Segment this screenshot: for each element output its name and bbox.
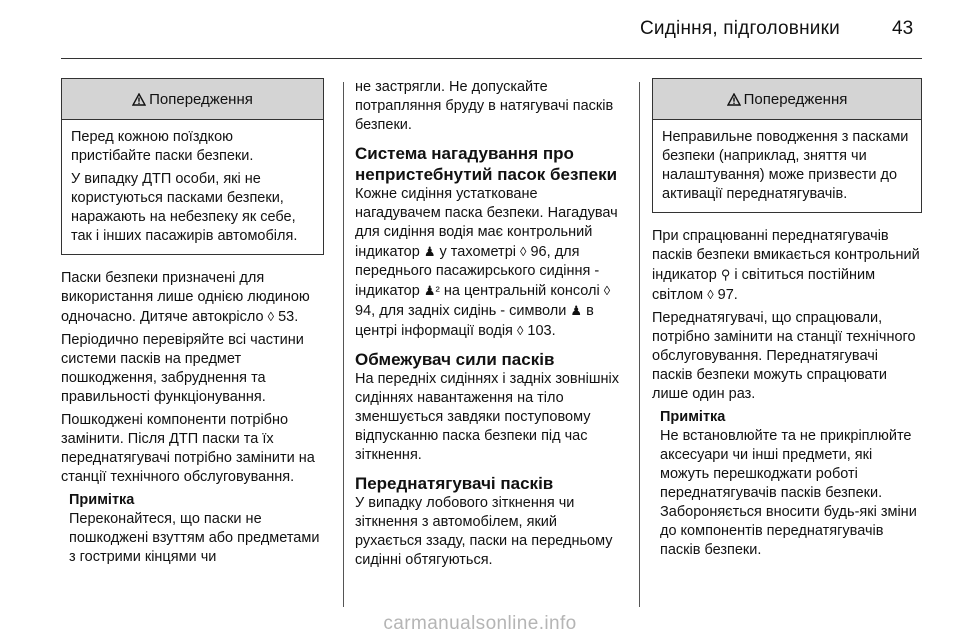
warning-text: Перед кожною поїздкою пристібайте паски безпеки. (71, 129, 254, 164)
column-3 (652, 78, 922, 560)
note (61, 491, 324, 567)
note-text: Переконайтеся, що паски не пошкоджені взуттям або предметами з гострими кінцями чи (69, 511, 320, 565)
paragraph: Паски безпеки призначені для використання лише однією людиною одночасно. Дитяче автокрісло ◊ 53. (61, 270, 310, 325)
airbag-indicator-icon: ⚲ (720, 267, 731, 282)
column-divider-1 (343, 82, 344, 607)
reference-arrow-icon: ◊ (603, 283, 611, 298)
header-rule (61, 58, 922, 59)
paragraph: При спрацюванні переднатягувачів пасків безпеки вмикається контрольний індикатор ⚲ і світиться постійним світлом ◊ 97. (652, 228, 920, 303)
paragraph: У випадку лобового зіткнення чи зіткнення з автомобілем, який рухається ззаду, паски на передньому сидінні обтягуються. (355, 495, 613, 568)
section-heading: Система нагадування про непристебнутий пасок безпеки (355, 144, 618, 184)
warning-box (652, 78, 922, 213)
section-heading: Переднатягувачі пасків (355, 474, 554, 493)
paragraph: Періодично перевіряйте всі частини системи пасків на предмет пошкодження, забруднення та правильності функціонування. (61, 332, 304, 405)
watermark-footer: carmanualsonline.info (383, 613, 577, 634)
warning-triangle-icon (727, 93, 741, 106)
warning-triangle-icon (132, 93, 146, 106)
reference-arrow-icon: ◊ (520, 244, 527, 259)
warning-title: Попередження (149, 90, 253, 108)
seatbelt-rear-symbol-icon: ♟ (570, 303, 583, 318)
paragraph: Пошкоджені компоненти потрібно замінити. Після ДТП паски та їх переднатягувачі потрібно замінити на станції технічного обслуговування. (61, 412, 315, 485)
warning-box (61, 78, 324, 255)
note-text: Не встановлюйте та не прикріплюйте аксесуари чи інші предмети, які можуть перешкоджати роботі переднатягувачів пасків безпеки. Забороняється вносити будь-які зміни до компонентів переднатягувачів пасків безпеки. (660, 428, 917, 558)
reference-arrow-icon: ◊ (707, 287, 714, 302)
reference-arrow-icon: ◊ (267, 309, 275, 324)
paragraph: не застрягли. Не допускайте потрапляння бруду в натягувачі пасків безпеки. (355, 79, 614, 133)
paragraph: На передніх сидіннях і задніх зовнішніх сидіннях навантаження на тіло зменшується завдяки поступовому відпусканню паска безпеки під час зіткнення. (355, 371, 619, 463)
paragraph: Переднатягувачі, що спрацювали, потрібно замінити на станції технічного обслуговування. Переднатягувачі пасків безпеки можуть спрацювати лише один раз. (652, 310, 916, 402)
column-2 (355, 78, 623, 574)
note-title: Примітка (660, 409, 726, 425)
page-header-title: Сидіння, підголовники (640, 18, 840, 39)
section-heading: Обмежувач сили пасків (355, 350, 555, 369)
note (652, 408, 922, 560)
note-title: Примітка (69, 492, 135, 508)
column-1 (61, 78, 324, 567)
seatbelt-passenger-indicator-icon: ♟² (423, 283, 440, 298)
page-number: 43 (892, 18, 914, 39)
warning-text: У випадку ДТП особи, які не користуються пасками безпеки, наражають на небезпеку як себе, так і інших пасажирів автомобіля. (71, 171, 298, 244)
warning-title: Попередження (743, 90, 848, 108)
warning-text: Неправильне поводження з пасками безпеки (наприклад, зняття чи налаштування) може призвести до активації переднатягувачів. (662, 129, 909, 202)
paragraph: Кожне сидіння устатковане нагадувачем паска безпеки. Нагадувач для сидіння водія має контрольний індикатор ♟ у тахометрі ◊ 96, для переднього пасажирського сидіння - індикатор ♟² на центральній консолі ◊ 94, для задніх сидінь - символи ♟ в центрі інформації водія ◊ 103. (355, 186, 618, 339)
column-divider-2 (639, 82, 640, 607)
reference-arrow-icon: ◊ (516, 323, 524, 338)
seatbelt-indicator-icon: ♟ (423, 244, 436, 259)
